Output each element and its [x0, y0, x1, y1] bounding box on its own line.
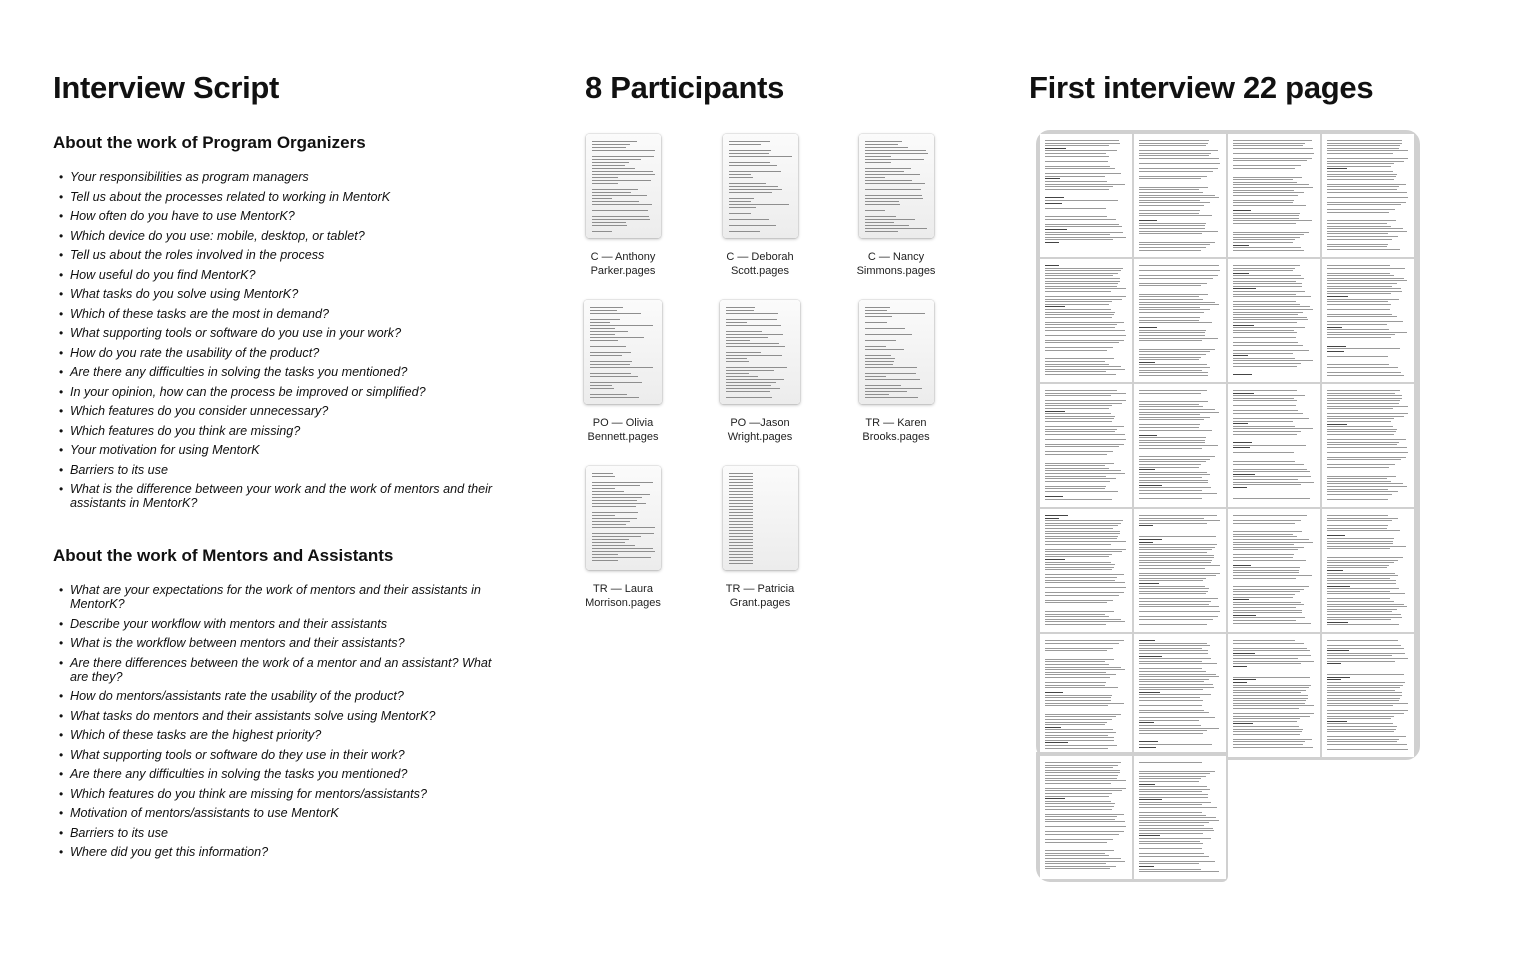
file-name-line: Bennett.pages — [587, 431, 659, 443]
participant-file-name — [836, 250, 956, 278]
question-item: • How often do you have to use MentorK? — [53, 209, 493, 223]
interview-page — [1040, 634, 1132, 757]
file-name-line: C — Deborah — [726, 251, 794, 263]
participant-file-name — [700, 582, 820, 610]
file-name-line: Grant.pages — [729, 597, 791, 609]
interview-page — [1322, 259, 1414, 382]
question-item: • Tell us about the processes related to working in MentorK — [53, 190, 493, 204]
participant-file[interactable] — [563, 300, 683, 444]
question-item: • Which features do you think are missing? — [53, 424, 493, 438]
participant-file-name — [563, 416, 683, 444]
file-name-line: TR — Karen — [865, 417, 927, 429]
question-item: • How do mentors/assistants rate the usability of the product? — [53, 689, 493, 703]
question-item: • Which of these tasks are the most in demand? — [53, 307, 493, 321]
file-name-line: PO — Olivia — [592, 417, 654, 429]
interview-page — [1322, 509, 1414, 632]
interview-page — [1134, 756, 1226, 879]
question-item: • Barriers to its use — [53, 826, 493, 840]
file-name-line: Parker.pages — [590, 265, 656, 277]
document-thumbnail-icon — [586, 134, 661, 238]
question-item: • What is the difference between your work and the work of mentors and their assistants in MentorK? — [53, 482, 493, 510]
interview-page — [1134, 509, 1226, 632]
question-item: • Are there any difficulties in solving the tasks you mentioned? — [53, 767, 493, 781]
file-name-line: Scott.pages — [730, 265, 790, 277]
question-item: • Motivation of mentors/assistants to use MentorK — [53, 806, 493, 820]
interview-page — [1040, 384, 1132, 507]
question-item: • Are there differences between the work of a mentor and an assistant? What are they? — [53, 656, 493, 684]
file-name-line: Simmons.pages — [856, 265, 936, 277]
interview-page — [1134, 384, 1226, 507]
participant-file[interactable] — [700, 466, 820, 610]
participant-file-name — [563, 582, 683, 610]
question-item: • Describe your workflow with mentors and their assistants — [53, 617, 493, 631]
file-name-line: TR — Patricia — [725, 583, 795, 595]
participant-file[interactable] — [700, 300, 820, 444]
section-program-organizers-title: About the work of Program Organizers — [53, 133, 366, 152]
interview-page — [1228, 134, 1320, 257]
file-name-line: PO —Jason Wright.pages — [727, 417, 793, 443]
interview-pages-grid — [1036, 130, 1420, 760]
interview-page — [1228, 509, 1320, 632]
question-item: • Which device do you use: mobile, desktop, or tablet? — [53, 229, 493, 243]
document-thumbnail-icon — [584, 300, 662, 404]
section-mentors-assistants-title: About the work of Mentors and Assistants — [53, 546, 394, 565]
file-name-line: C — Nancy — [867, 251, 925, 263]
interview-page — [1322, 634, 1414, 757]
participant-file-name — [700, 416, 820, 444]
document-thumbnail-icon — [586, 466, 661, 570]
document-thumbnail-icon — [723, 134, 798, 238]
question-item: • Tell us about the roles involved in the process — [53, 248, 493, 262]
file-name-line: TR — Laura — [593, 583, 653, 595]
question-item: • How useful do you find MentorK? — [53, 268, 493, 282]
interview-page — [1134, 134, 1226, 257]
interview-page — [1040, 509, 1132, 632]
question-item: • Are there any difficulties in solving the tasks you mentioned? — [53, 365, 493, 379]
question-item: • Barriers to its use — [53, 463, 493, 477]
question-item: • Which of these tasks are the highest priority? — [53, 728, 493, 742]
question-item: • What tasks do mentors and their assistants solve using MentorK? — [53, 709, 493, 723]
participant-file-name — [700, 250, 820, 278]
participant-file[interactable] — [700, 134, 820, 278]
question-item: • Which features do you think are missing for mentors/assistants? — [53, 787, 493, 801]
interview-page — [1040, 259, 1132, 382]
question-item: • Your motivation for using MentorK — [53, 443, 493, 457]
question-item: • What supporting tools or software do you use in your work? — [53, 326, 493, 340]
interview-page — [1134, 259, 1226, 382]
participant-file[interactable] — [836, 300, 956, 444]
program-organizers-question-list — [53, 170, 493, 516]
question-item: • Which features do you consider unnecessary? — [53, 404, 493, 418]
interview-page — [1228, 634, 1320, 757]
first-interview-title: First interview 22 pages — [1029, 70, 1374, 105]
file-name-line: Brooks.pages — [862, 431, 930, 443]
document-thumbnail-icon — [720, 300, 800, 404]
document-thumbnail-icon — [859, 300, 934, 404]
interview-page — [1040, 756, 1132, 879]
participant-file[interactable] — [563, 466, 683, 610]
question-item: • How do you rate the usability of the product? — [53, 346, 493, 360]
question-item: • Where did you get this information? — [53, 845, 493, 859]
file-name-line: C — Anthony — [590, 251, 656, 263]
participant-file[interactable] — [563, 134, 683, 278]
document-thumbnail-icon — [723, 466, 798, 570]
question-item: • What are your expectations for the work of mentors and their assistants in MentorK? — [53, 583, 493, 611]
participant-file-name — [563, 250, 683, 278]
question-item: • What is the workflow between mentors and their assistants? — [53, 636, 493, 650]
question-item: • In your opinion, how can the process be improved or simplified? — [53, 385, 493, 399]
interview-script-title: Interview Script — [53, 70, 280, 105]
participants-title: 8 Participants — [585, 70, 785, 105]
interview-page — [1228, 384, 1320, 507]
question-item: • What supporting tools or software do they use in their work? — [53, 748, 493, 762]
document-thumbnail-icon — [859, 134, 934, 238]
mentors-assistants-question-list — [53, 583, 493, 865]
interview-page — [1322, 384, 1414, 507]
interview-page — [1228, 259, 1320, 382]
interview-page — [1040, 134, 1132, 257]
participant-file-name — [836, 416, 956, 444]
interview-page — [1322, 134, 1414, 257]
file-name-line: Morrison.pages — [585, 597, 661, 609]
question-item: • Your responsibilities as program managers — [53, 170, 493, 184]
interview-page — [1134, 634, 1226, 757]
participant-file[interactable] — [836, 134, 956, 278]
question-item: • What tasks do you solve using MentorK? — [53, 287, 493, 301]
